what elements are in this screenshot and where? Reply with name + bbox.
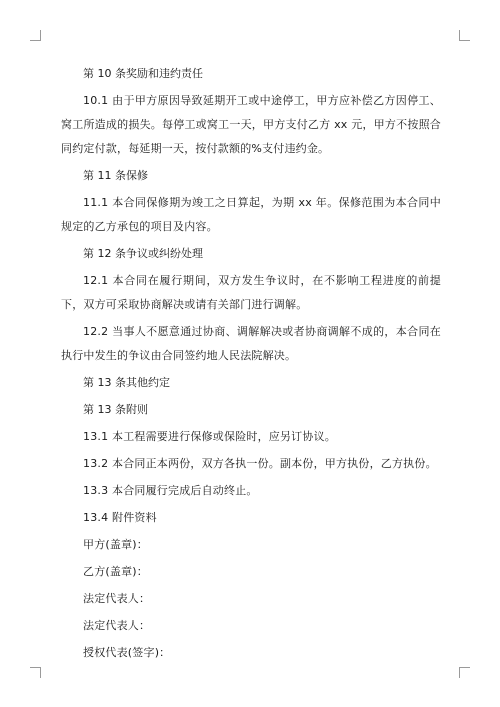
section-heading-10: 第 10 条奖励和违约责任 [83, 67, 203, 80]
section-heading-12: 第 12 条争议或纠纷处理 [83, 247, 203, 260]
section-heading-13-other: 第 13 条其他约定 [83, 376, 170, 389]
clause-13-1: 13.1 本工程需要进行保修或保险时，应另订协议。 [83, 430, 336, 443]
section-heading-11: 第 11 条保修 [83, 169, 148, 182]
clause-10-1: 10.1 由于甲方原因导致延期开工或中途停工，甲方应补偿乙方因停工、窝工所造成的损失。每停工或窝工一天，甲方支付乙方 xx 元，甲方不按照合同约定付款，每延期一天，按付款额的%支付违约金。 [61, 94, 441, 155]
clause-13-3: 13.3 本合同履行完成后自动终止。 [83, 484, 258, 497]
crop-mark-top-left [30, 30, 41, 41]
signature-legal-rep-2: 法定代表人： [83, 619, 151, 632]
clause-12-2: 12.2 当事人不愿意通过协商、调解解决或者协商调解不成的，本合同在执行中发生的争议由合同签约地人民法院解决。 [61, 325, 441, 362]
clause-12-1: 12.1 本合同在履行期间，双方发生争议时，在不影响工程进度的前提下，双方可采取协商解决或请有关部门进行调解。 [61, 274, 441, 311]
crop-mark-top-right [459, 30, 470, 41]
document-body [61, 62, 441, 668]
signature-party-b-seal: 乙方(盖章)： [83, 565, 148, 578]
clause-11-1: 11.1 本合同保修期为竣工之日算起，为期 xx 年。保修范围为本合同中规定的乙方承包的项目及内容。 [61, 196, 441, 233]
signature-legal-rep-1: 法定代表人： [83, 592, 151, 605]
signature-authorized-rep: 授权代表(签字)： [83, 646, 171, 659]
signature-party-a-seal: 甲方(盖章)： [83, 538, 148, 551]
clause-13-2: 13.2 本合同正本两份，双方各执一份。副本份，甲方执份，乙方执份。 [83, 457, 437, 470]
section-heading-13-appendix: 第 13 条附则 [83, 403, 148, 416]
crop-mark-bottom-right [459, 667, 470, 678]
crop-mark-bottom-left [30, 667, 41, 678]
clause-13-4: 13.4 附件资料 [83, 511, 157, 524]
